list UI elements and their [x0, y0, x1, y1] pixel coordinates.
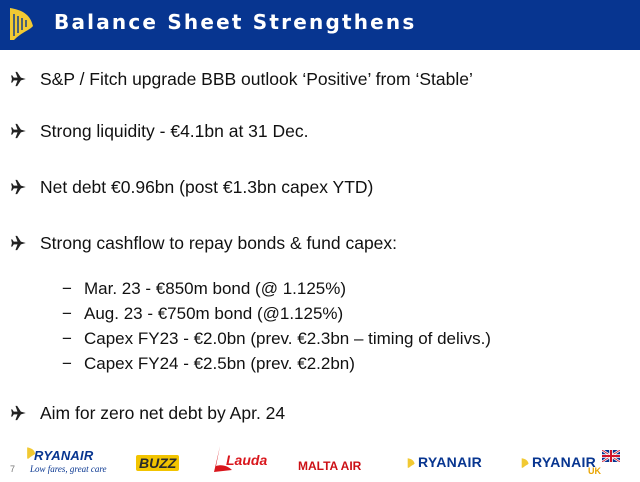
dash-marker: −	[62, 304, 72, 323]
buzz-logo	[136, 453, 179, 472]
ryanair-uk-logo	[520, 452, 601, 476]
airplane-icon	[10, 234, 28, 252]
sub-bullet-text: Mar. 23 - €850m bond (@ 1.125%)	[84, 279, 347, 298]
harp-icon	[520, 457, 530, 469]
harp-icon	[6, 4, 36, 44]
malta-air-logo	[298, 455, 361, 474]
dash-marker: −	[62, 329, 72, 348]
lauda-logo	[212, 444, 268, 474]
slide-title: Balance Sheet Strengthens	[54, 10, 417, 34]
harp-icon	[406, 457, 416, 469]
page-number: 7	[10, 464, 16, 474]
logo-text: RYANAIR	[532, 454, 597, 470]
logo-text: MALTA AIR	[298, 459, 362, 473]
bullet-text: Strong cashflow to repay bonds & fund capex:	[40, 232, 398, 253]
sub-bullet-text: Aug. 23 - €750m bond (@1.125%)	[84, 304, 344, 323]
logo-text: BUZZ	[136, 455, 179, 471]
logo-text: Lauda	[226, 452, 268, 468]
dash-marker: −	[62, 279, 72, 298]
sub-bullet-text: Capex FY24 - €2.5bn (prev. €2.2bn)	[84, 354, 355, 373]
airplane-icon	[10, 70, 28, 88]
dash-marker: −	[62, 354, 72, 373]
bullet-zero-net-debt	[10, 400, 285, 426]
slide-header	[0, 0, 640, 50]
logo-text: RYANAIR	[34, 448, 94, 463]
ryanair-logo	[406, 452, 482, 471]
logo-tagline: Low fares, great care	[30, 464, 107, 474]
sub-bullet-mar23-bond	[62, 278, 346, 300]
bullet-text: Strong liquidity - €4.1bn at 31 Dec.	[40, 120, 309, 141]
sub-bullet-aug23-bond	[62, 303, 343, 325]
bullet-rating-upgrade	[10, 66, 473, 92]
bullet-text: Aim for zero net debt by Apr. 24	[40, 402, 286, 423]
airplane-icon	[10, 122, 28, 140]
bullet-liquidity	[10, 118, 309, 144]
sub-bullet-capex-fy24	[62, 353, 355, 375]
bullet-text: Net debt €0.96bn (post €1.3bn capex YTD)	[40, 176, 374, 197]
logo-text: RYANAIR	[418, 454, 483, 470]
bullet-cashflow	[10, 230, 397, 256]
airplane-icon	[10, 178, 28, 196]
bullet-net-debt	[10, 174, 373, 200]
sub-bullet-text: Capex FY23 - €2.0bn (prev. €2.3bn – timing of delivs.)	[84, 329, 491, 348]
ryanair-group-logo	[24, 444, 107, 480]
bullet-text: S&P / Fitch upgrade BBB outlook ‘Positive’ from ‘Stable’	[40, 68, 473, 89]
union-flag-icon	[602, 450, 620, 462]
logo-suffix: UK	[588, 466, 601, 476]
sub-bullet-capex-fy23	[62, 328, 491, 350]
airplane-icon	[10, 404, 28, 422]
airline-logos-strip	[0, 438, 640, 482]
